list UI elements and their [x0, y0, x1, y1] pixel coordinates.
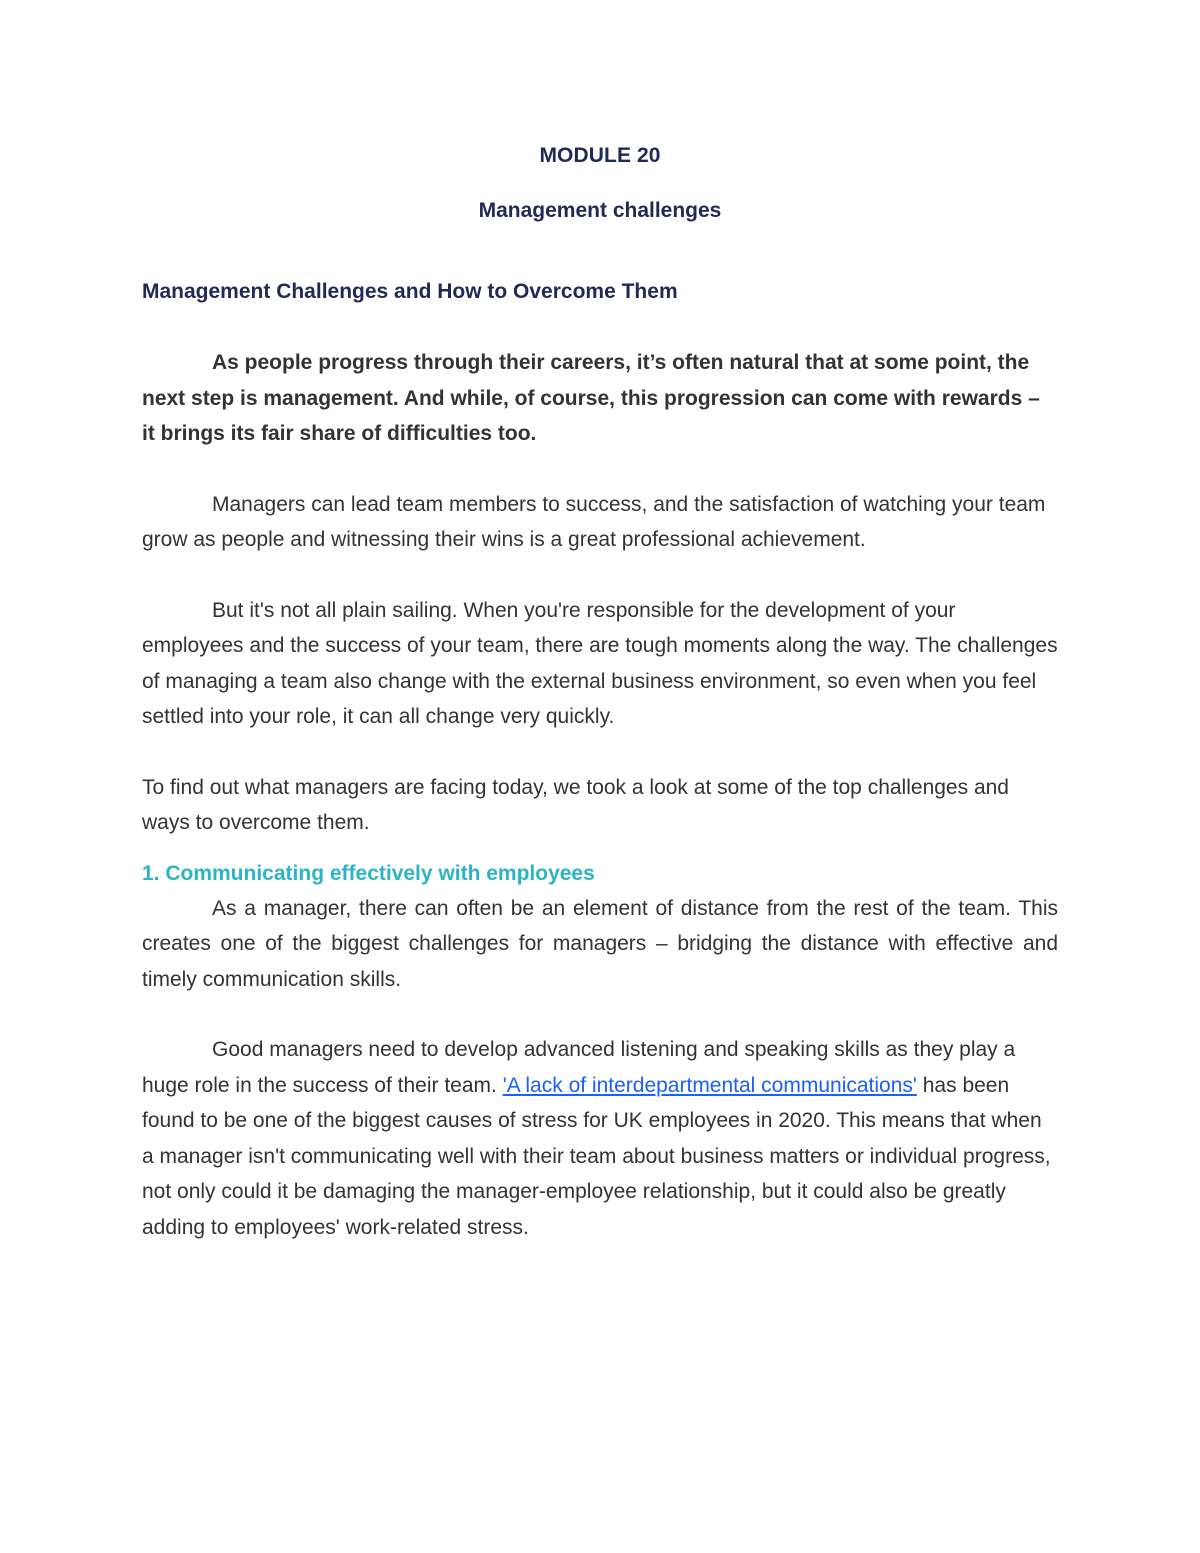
paragraph-text-before-link: Good managers need to develop advanced listening and speaking skills as they play a huge role in the success of their team.	[142, 1038, 1016, 1097]
intro-paragraph: As people progress through their careers, it’s often natural that at some point, the next step is management. And while, of course, this progression can come with rewards – it brings its fair share of difficulties too.	[142, 351, 1040, 445]
section-heading: Management Challenges and How to Overcome Them	[142, 280, 678, 303]
paragraph-text-after-link: has been found to be one of the biggest causes of stress for UK employees in 2020. This means that when a manager isn't communicating well with their team about business matters or individual progress, not only could it be damaging the manager-employee relationship, but it could also be greatly adding to employees' work-related stress.	[142, 1073, 1051, 1239]
interdepartmental-communications-link[interactable]: 'A lack of interdepartmental communications'	[502, 1073, 917, 1097]
paragraph-distance: As a manager, there can often be an element of distance from the rest of the team. This creates one of the biggest challenges for managers – bridging the distance with effective and timely communication skills.	[142, 896, 1058, 991]
paragraph-managers-success: Managers can lead team members to success, and the satisfaction of watching your team grow as people and witnessing their wins is a great professional achievement.	[142, 492, 1046, 551]
paragraph-find-out: To find out what managers are facing today, we took a look at some of the top challenges and ways to overcome them.	[142, 775, 1009, 834]
module-title: MODULE 20	[539, 144, 661, 167]
paragraph-plain-sailing: But it's not all plain sailing. When you're responsible for the development of your employees and the success of your team, there are tough moments along the way. The challenges of managing a team also change with the external business environment, so even when you feel settled into your role, it can all change very quickly.	[142, 598, 1058, 728]
module-subtitle: Management challenges	[478, 199, 722, 222]
numbered-heading-communicating: 1. Communicating effectively with employees	[142, 861, 595, 885]
paragraph-good-managers	[142, 1032, 1058, 1245]
document-content	[142, 139, 1058, 1245]
